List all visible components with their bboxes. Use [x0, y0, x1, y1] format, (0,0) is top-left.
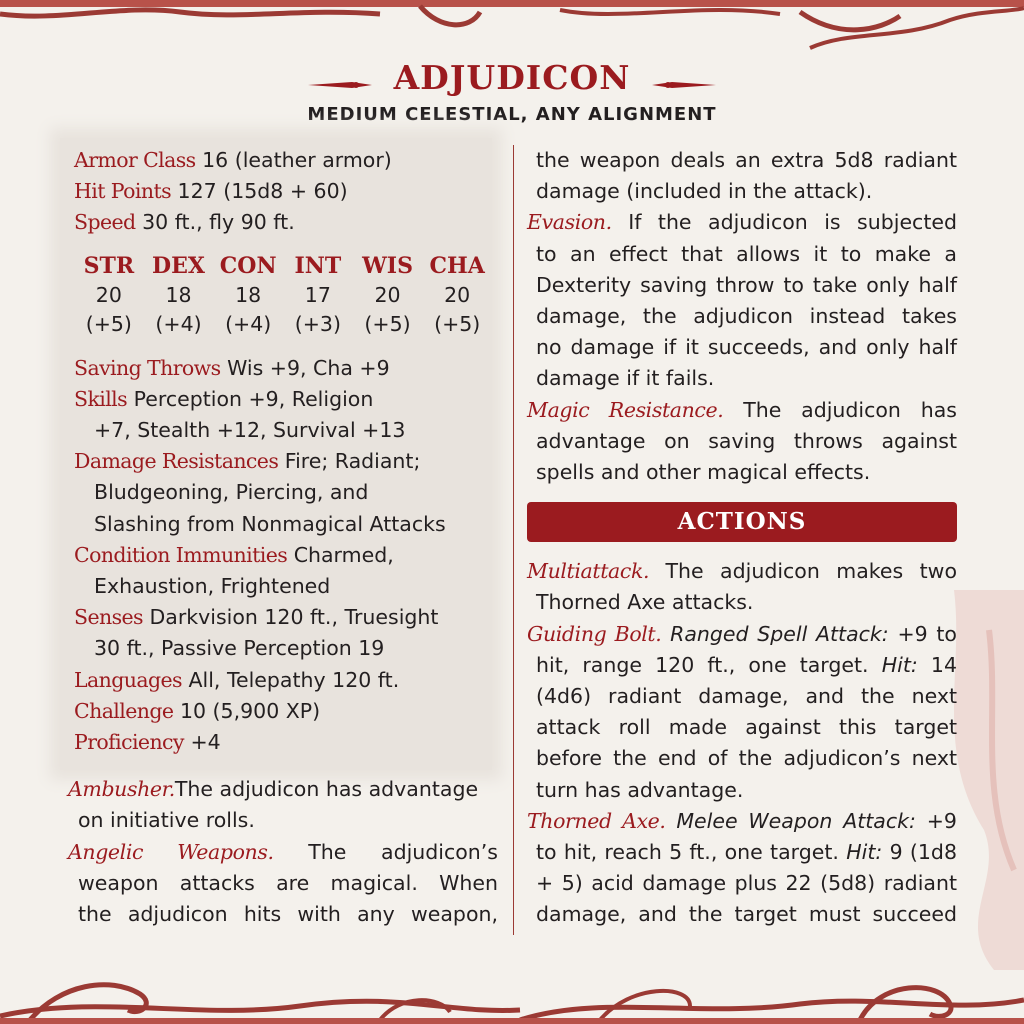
- senses-row: [74, 602, 504, 633]
- ability-modifier: (+5): [434, 311, 481, 336]
- magic-resistance-title: Magic Resistance.: [527, 397, 724, 422]
- damage-resistances-row: [74, 446, 504, 477]
- ability-scores: [74, 251, 492, 339]
- armor-class-row: [74, 145, 504, 176]
- ability-score: 20: [444, 282, 471, 307]
- ability-score: 18: [235, 282, 262, 307]
- hit-points-value: 127 (15d8 + 60): [177, 179, 348, 204]
- magic-resistance-text: The adjudicon has: [743, 397, 957, 422]
- right-column: [527, 145, 957, 931]
- evasion-continued: damage, the adjudicon instead takes: [536, 304, 957, 329]
- ability-modifier: (+5): [85, 311, 132, 336]
- proficiency-row: [74, 727, 504, 758]
- ability-modifier: (+4): [155, 311, 202, 336]
- ability-name: CON: [219, 252, 277, 279]
- evasion-continued: no damage if it succeeds, and only half: [536, 335, 957, 360]
- languages-row: [74, 665, 504, 696]
- saving-throws-row: [74, 353, 504, 384]
- angelic-weapons-continued: weapon attacks are magical. When: [78, 870, 498, 895]
- left-flourish-icon: [308, 78, 372, 92]
- damage-resistances-label: Damage Resistances: [74, 449, 279, 474]
- spacer: [74, 339, 504, 353]
- speed-label: Speed: [74, 210, 136, 235]
- ability-wis: [353, 251, 423, 339]
- challenge-row: [74, 696, 504, 727]
- languages-value: All, Telepathy 120 ft.: [188, 667, 400, 692]
- armor-class-label: Armor Class: [74, 148, 196, 172]
- ambusher-title: Ambusher.: [68, 777, 175, 802]
- spacer: [74, 758, 504, 774]
- ability-name: DEX: [152, 252, 205, 279]
- guiding-bolt-continued: attack roll made against this target: [536, 715, 957, 740]
- right-flourish-icon: [652, 78, 716, 92]
- condition-immunities-continued: Exhaustion, Frightened: [94, 574, 331, 599]
- guiding-bolt-bonus: +9 to: [897, 621, 957, 646]
- ability-name: INT: [294, 252, 342, 279]
- angelic-weapons-continued: damage (included in the attack).: [536, 179, 873, 204]
- hit-points-label: Hit Points: [74, 179, 172, 204]
- evasion-title: Evasion.: [527, 210, 612, 235]
- thorned-axe-continued: damage, and the target must succeed: [536, 902, 957, 927]
- ability-dex: [144, 251, 214, 339]
- title-row: [0, 58, 1024, 97]
- ability-str: [74, 251, 144, 339]
- evasion-continued: Dexterity saving throw to take only half: [536, 272, 957, 297]
- condition-immunities-value: Charmed,: [293, 542, 394, 567]
- hit-points-row: [74, 176, 504, 207]
- ability-score: 20: [374, 282, 401, 307]
- guiding-bolt-range: hit, range 120 ft., one target.: [536, 652, 869, 677]
- condition-immunities-label: Condition Immunities: [74, 542, 288, 567]
- armor-class-value: 16 (leather armor): [202, 148, 392, 172]
- top-vine-border: [0, 0, 1024, 60]
- speed-row: [74, 207, 504, 238]
- damage-resistances-value: Fire; Radiant;: [284, 449, 421, 474]
- skills-value: Perception +9, Religion: [133, 386, 374, 411]
- angelic-weapons-text: The adjudicon’s: [308, 839, 498, 864]
- angelic-weapons-trait: [68, 837, 498, 868]
- ambusher-text: The adjudicon has advantage: [174, 777, 479, 802]
- creature-name: ADJUDICON: [393, 58, 631, 97]
- evasion-trait: [527, 207, 957, 238]
- column-divider: [513, 145, 514, 935]
- guiding-bolt-hit-label: Hit:: [881, 652, 918, 677]
- skills-row: [74, 384, 504, 415]
- ability-score: 20: [95, 282, 122, 307]
- creature-type: MEDIUM CELESTIAL, ANY ALIGNMENT: [307, 104, 717, 125]
- guiding-bolt-continued: [527, 650, 957, 681]
- ability-name: STR: [83, 252, 135, 279]
- left-column: [68, 145, 504, 930]
- skills-continued: +7, Stealth +12, Survival +13: [94, 418, 406, 443]
- angelic-weapons-continued: the adjudicon hits with any weapon,: [78, 902, 498, 927]
- guiding-bolt-title: Guiding Bolt.: [527, 621, 662, 646]
- senses-value: Darkvision 120 ft., Truesight: [149, 605, 439, 630]
- guiding-bolt-action: [527, 619, 957, 650]
- condition-immunities-row: [74, 540, 504, 571]
- guiding-bolt-attack-type: Ranged Spell Attack:: [670, 621, 889, 646]
- guiding-bolt-damage: 14: [930, 652, 957, 677]
- saving-throws-value: Wis +9, Cha +9: [227, 355, 390, 380]
- guiding-bolt-continued: turn has advantage.: [536, 777, 744, 802]
- skills-label: Skills: [74, 386, 128, 411]
- evasion-continued: damage if it fails.: [536, 366, 715, 391]
- senses-label: Senses: [74, 605, 143, 630]
- evasion-continued: to an effect that allows it to make a: [536, 241, 957, 266]
- thorned-axe-bonus: +9: [926, 808, 957, 833]
- thorned-axe-title: Thorned Axe.: [527, 808, 666, 833]
- challenge-label: Challenge: [74, 698, 174, 723]
- damage-resistances-continued: Bludgeoning, Piercing, and: [94, 480, 369, 505]
- multiattack-title: Multiattack.: [527, 559, 650, 584]
- thorned-axe-action: [527, 806, 957, 837]
- speed-value: 30 ft., fly 90 ft.: [142, 210, 295, 235]
- saving-throws-label: Saving Throws: [74, 355, 221, 380]
- ability-cha: [422, 251, 492, 339]
- actions-heading: ACTIONS: [527, 502, 957, 542]
- ability-score: 18: [165, 282, 192, 307]
- ability-name: CHA: [429, 252, 485, 279]
- ability-modifier: (+4): [225, 311, 272, 336]
- thorned-axe-attack-type: Melee Weapon Attack:: [676, 808, 916, 833]
- proficiency-value: +4: [190, 730, 221, 755]
- damage-resistances-continued: Slashing from Nonmagical Attacks: [94, 511, 446, 536]
- multiattack-continued: Thorned Axe attacks.: [536, 590, 754, 615]
- magic-resistance-continued: advantage on saving throws against: [536, 428, 957, 453]
- ability-name: WIS: [362, 252, 413, 279]
- thorned-axe-damage: 9 (1d8: [889, 840, 957, 865]
- magic-resistance-trait: [527, 395, 957, 426]
- evasion-text: If the adjudicon is subjected: [628, 210, 957, 235]
- angelic-weapons-title: Angelic Weapons.: [68, 839, 274, 864]
- thorned-axe-continued: [527, 837, 957, 868]
- traits-block: [68, 774, 504, 930]
- ability-int: [283, 251, 353, 339]
- ability-modifier: (+3): [294, 311, 341, 336]
- guiding-bolt-continued: before the end of the adjudicon’s next: [536, 746, 957, 771]
- challenge-value: 10 (5,900 XP): [179, 698, 321, 723]
- proficiency-label: Proficiency: [74, 730, 184, 755]
- ambusher-continued: on initiative rolls.: [78, 808, 255, 833]
- thorned-axe-reach: to hit, reach 5 ft., one target.: [536, 840, 839, 865]
- ability-con: [213, 251, 283, 339]
- guiding-bolt-continued: (4d6) radiant damage, and the next: [536, 684, 957, 709]
- multiattack-action: [527, 556, 957, 587]
- thorned-axe-hit-label: Hit:: [846, 840, 883, 865]
- magic-resistance-continued: spells and other magical effects.: [536, 460, 871, 485]
- ambusher-trait: [68, 774, 504, 805]
- senses-continued: 30 ft., Passive Perception 19: [94, 636, 385, 661]
- thorned-axe-continued: + 5) acid damage plus 22 (5d8) radiant: [536, 871, 957, 896]
- languages-label: Languages: [74, 667, 182, 692]
- multiattack-text: The adjudicon makes two: [665, 559, 957, 584]
- ability-score: 17: [304, 282, 331, 307]
- ability-modifier: (+5): [364, 311, 411, 336]
- bottom-vine-border: [0, 954, 1024, 1024]
- angelic-weapons-continued: the weapon deals an extra 5d8 radiant: [536, 148, 957, 172]
